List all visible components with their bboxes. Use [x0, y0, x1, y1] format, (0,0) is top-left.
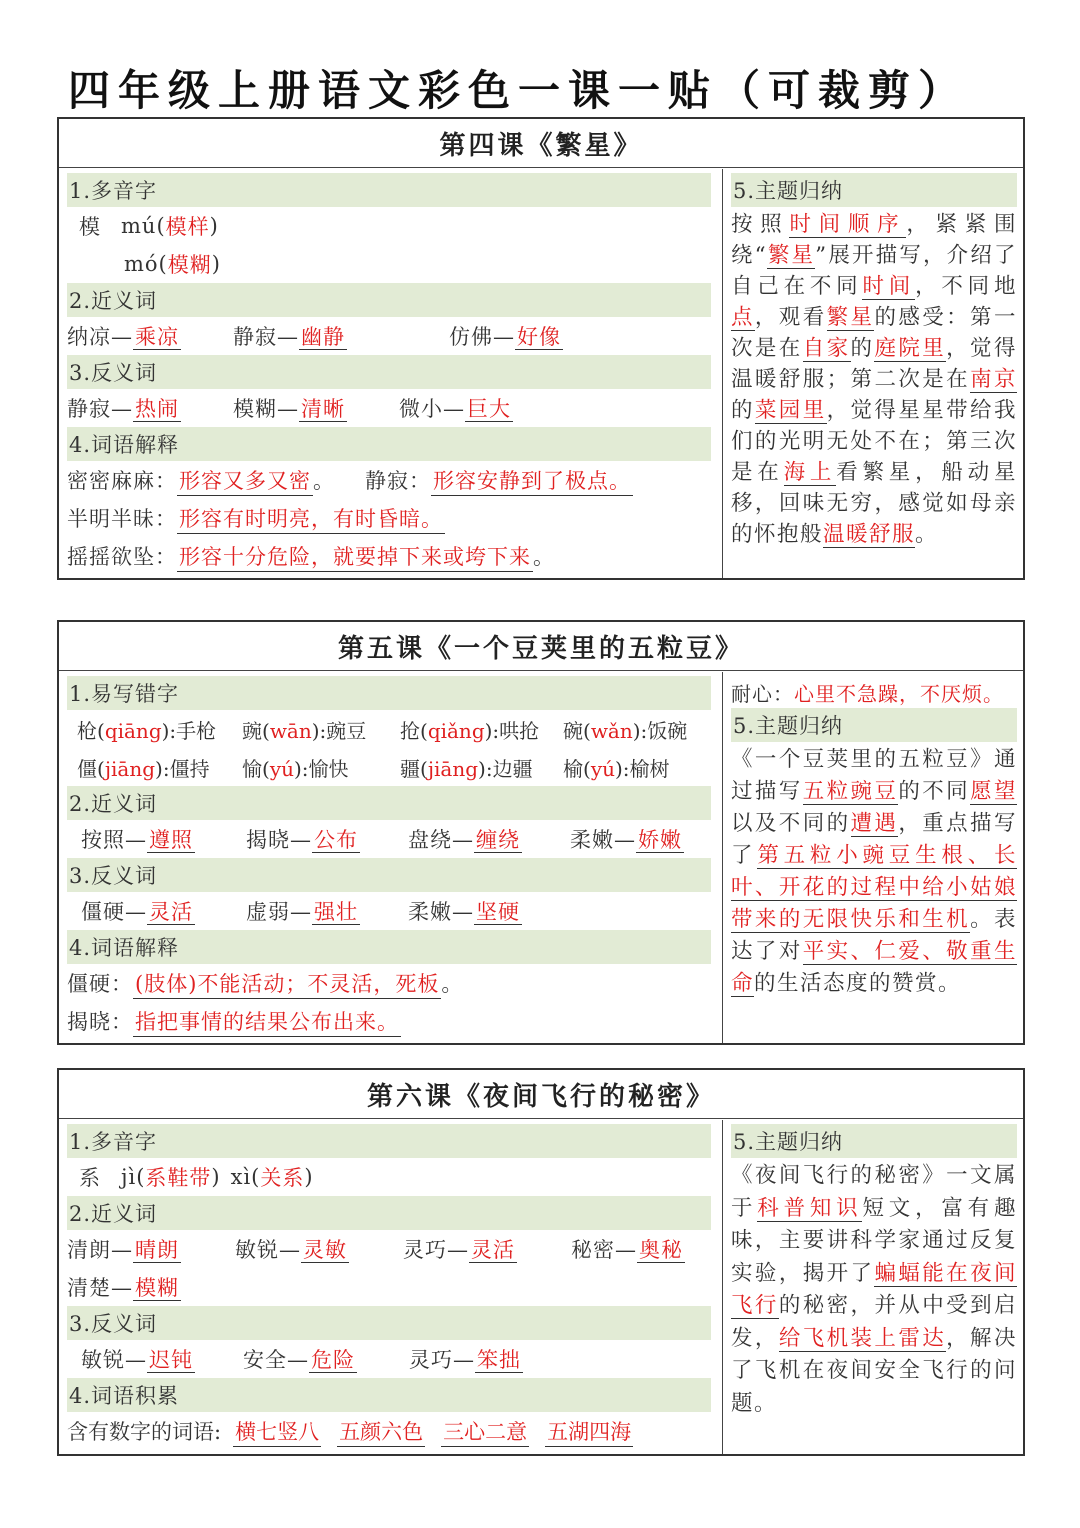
- antonym-pair: 灵巧—笨拙: [409, 1348, 521, 1372]
- synonym-pair: 按照—遵照: [81, 828, 193, 852]
- theme-highlight: 蝙蝠能在夜间飞行: [731, 1260, 1017, 1318]
- lesson-title: 第五课《一个豆荚里的五粒豆》: [59, 622, 1023, 671]
- polyphone-char: 系: [79, 1166, 101, 1190]
- pinyin: mú(: [121, 214, 166, 238]
- punct: 。: [533, 545, 555, 569]
- definition: 形容安静到了极点。: [431, 465, 633, 496]
- section-header: 4.词语积累: [67, 1378, 711, 1412]
- synonym-pair: 清楚—模糊: [67, 1276, 179, 1300]
- antonym-pair: 模糊—清晰: [233, 397, 345, 421]
- theme-highlight: 温暖舒服: [823, 522, 916, 547]
- theme-segment: ，观看: [754, 305, 827, 330]
- antonym-pair: 微小—巨大: [399, 397, 511, 421]
- pinyin: xì(: [230, 1165, 261, 1189]
- wrong-char-item: 碗(wǎn):饭碗: [563, 718, 688, 743]
- theme-highlight: 海上: [783, 460, 837, 485]
- synonym-pair: 揭晓—公布: [246, 828, 358, 852]
- wrong-char-item: 豌(wān):豌豆: [242, 718, 367, 743]
- theme-segment: ，觉得星星带给我们的光明无处不在；第三次是在: [731, 398, 1017, 485]
- definition: 形容又多又密: [177, 465, 313, 496]
- idiom: 三心二意: [441, 1416, 529, 1447]
- theme-highlight: 点: [731, 305, 755, 330]
- wrong-char-item: 愉(yú):愉快: [242, 756, 349, 781]
- theme-text: [731, 744, 1017, 1000]
- lesson-title: 第六课《夜间飞行的秘密》: [59, 1070, 1023, 1119]
- theme-highlight: 五粒豌豆: [802, 779, 899, 804]
- lesson-6-card: [57, 1068, 1025, 1456]
- antonym-pair: 虚弱—强壮: [246, 900, 358, 924]
- punct: 。: [441, 972, 464, 996]
- idiom: 横七竖八: [233, 1416, 321, 1447]
- term: 耐心：: [731, 681, 794, 706]
- theme-segment: ，觉得温暖舒服；第二次是在: [731, 336, 1017, 392]
- term: 密密麻麻：: [67, 469, 177, 493]
- theme-segment: 《一个豆荚里的五粒豆》通过描写: [731, 747, 1017, 804]
- definition: (肢体)不能活动；不灵活，死板: [133, 968, 441, 999]
- theme-highlight: 自家: [802, 336, 851, 361]
- synonym-pair: 仿佛—好像: [449, 325, 561, 349]
- theme-highlight: 平实、仁爱、敬重生命: [731, 939, 1017, 996]
- theme-segment: 的: [850, 336, 875, 361]
- theme-highlight: 庭院里: [874, 336, 947, 361]
- wrong-char-item: 榆(yú):榆树: [563, 756, 670, 781]
- idiom: 五颜六色: [337, 1416, 425, 1447]
- antonym-pair: 静寂—热闹: [67, 397, 179, 421]
- theme-highlight: 菜园里: [754, 398, 827, 423]
- section-header: 5.主题归纳: [731, 708, 1017, 742]
- theme-segment: 《夜间飞行的秘密》一文属于: [731, 1163, 1017, 1221]
- section-header: 1.多音字: [67, 173, 711, 207]
- pinyin: jì(: [121, 1165, 146, 1189]
- theme-segment: 的秘密，并从中受到启发，: [731, 1293, 1017, 1351]
- accumulation-label: 含有数字的词语:: [67, 1420, 222, 1444]
- wrong-char-item: 抢(qiǎng):哄抢: [400, 718, 540, 743]
- theme-highlight: 时间顺序: [789, 212, 907, 237]
- theme-highlight: 南京: [970, 367, 1017, 392]
- theme-segment: 的感受：第一次是在: [731, 305, 1017, 361]
- column-divider: [722, 672, 723, 1043]
- lesson-4-card: [57, 117, 1025, 580]
- synonym-pair: 柔嫩—娇嫩: [570, 828, 682, 852]
- antonym-pair: 僵硬—灵活: [81, 900, 193, 924]
- term: 半明半昧：: [67, 507, 177, 531]
- wrong-char-item: 疆(jiāng):边疆: [400, 756, 533, 781]
- section-header: 3.反义词: [67, 1306, 711, 1340]
- theme-segment: 的不同: [898, 779, 971, 804]
- section-header: 1.易写错字: [67, 676, 711, 710]
- theme-highlight: 愿望: [970, 779, 1017, 804]
- theme-segment: ，解决了飞机在夜间安全飞行的问题。: [731, 1325, 1017, 1416]
- example-word: 模样: [165, 215, 210, 239]
- term: 僵硬：: [67, 972, 133, 996]
- theme-segment: ，重点描写了: [731, 811, 1017, 868]
- polyphone-char: 模: [79, 215, 101, 239]
- term: 揭晓：: [67, 1010, 133, 1034]
- theme-segment: 的: [731, 398, 755, 423]
- theme-segment: 的生活态度的赞赏。: [754, 971, 962, 996]
- section-header: 2.近义词: [67, 786, 711, 820]
- paren: ): [211, 252, 221, 276]
- paren: ): [209, 214, 219, 238]
- theme-segment: ”展开描写，介绍了自己在不同: [731, 243, 1017, 299]
- section-header: 5.主题归纳: [731, 173, 1017, 207]
- section-header: 3.反义词: [67, 858, 711, 892]
- synonym-pair: 秘密—奥秘: [571, 1238, 683, 1262]
- theme-highlight: 科普知识: [757, 1195, 863, 1221]
- synonym-pair: 清朗—晴朗: [67, 1238, 179, 1262]
- theme-highlight: 时间: [862, 274, 916, 299]
- section-header: 4.词语解释: [67, 427, 711, 461]
- punct: 。: [313, 469, 335, 493]
- section-header: 5.主题归纳: [731, 1124, 1017, 1158]
- section-header: 2.近义词: [67, 1196, 711, 1230]
- theme-segment: ，不同地: [915, 274, 1017, 299]
- column-divider: [722, 1120, 723, 1454]
- synonym-pair: 纳凉—乘凉: [67, 325, 179, 349]
- theme-segment: 看繁星，船动星移，回味无穷，感觉如母亲的怀抱般: [731, 460, 1017, 547]
- example-word: 模糊: [167, 253, 212, 277]
- synonym-pair: 灵巧—灵活: [403, 1238, 515, 1262]
- antonym-pair: 敏锐—迟钝: [81, 1348, 193, 1372]
- synonym-pair: 静寂—幽静: [233, 325, 345, 349]
- definition: 形容有时明亮，有时昏暗。: [177, 503, 445, 534]
- definition: 指把事情的结果公布出来。: [133, 1006, 401, 1037]
- theme-segment: 以及不同的: [731, 811, 851, 836]
- page-title: 四年级上册语文彩色一课一贴（可裁剪）: [68, 66, 969, 115]
- theme-highlight: 繁星: [826, 305, 875, 330]
- theme-segment: 。: [915, 522, 939, 547]
- theme-highlight: 第五粒小豌豆生根、长叶、开花的过程中给小姑娘带来的无限快乐和生机: [731, 843, 1017, 932]
- definition: 形容十分危险，就要掉下来或垮下来: [177, 541, 533, 572]
- theme-highlight: 给飞机装上雷达: [778, 1325, 947, 1351]
- paren: ): [304, 1165, 314, 1189]
- antonym-pair: 柔嫩—坚硬: [408, 900, 520, 924]
- lesson-title: 第四课《繁星》: [59, 119, 1023, 168]
- section-header: 4.词语解释: [67, 930, 711, 964]
- example-word: 关系: [260, 1166, 305, 1190]
- paren: ): [211, 1165, 221, 1189]
- definition: 心里不急躁，不厌烦。: [794, 681, 1004, 706]
- theme-segment: 。表达了对: [731, 907, 1017, 964]
- lesson-5-card: [57, 620, 1025, 1045]
- wrong-char-item: 枪(qiāng):手枪: [77, 718, 217, 743]
- theme-segment: 按照: [731, 212, 790, 237]
- synonym-pair: 盘绕—缠绕: [408, 828, 520, 852]
- theme-text: [731, 209, 1017, 550]
- synonym-pair: 敏锐—灵敏: [235, 1238, 347, 1262]
- antonym-pair: 安全—危险: [243, 1348, 355, 1372]
- section-header: 3.反义词: [67, 355, 711, 389]
- idiom: 五湖四海: [545, 1416, 633, 1447]
- column-divider: [722, 169, 723, 578]
- term: 静寂：: [365, 469, 431, 493]
- term: 摇摇欲坠：: [67, 545, 177, 569]
- wrong-char-item: 僵(jiāng):僵持: [77, 756, 210, 781]
- section-header: 1.多音字: [67, 1124, 711, 1158]
- pinyin: mó(: [124, 252, 168, 276]
- section-header: 2.近义词: [67, 283, 711, 317]
- example-word: 系鞋带: [145, 1166, 212, 1190]
- theme-highlight: 繁星: [767, 243, 816, 268]
- theme-segment: ，紧紧围绕“: [731, 212, 1017, 268]
- theme-segment: 短文，富有趣味，主要讲科学家通过反复实验，揭开了: [731, 1195, 1017, 1286]
- theme-highlight: 遭遇: [850, 811, 899, 836]
- theme-text: [731, 1160, 1017, 1420]
